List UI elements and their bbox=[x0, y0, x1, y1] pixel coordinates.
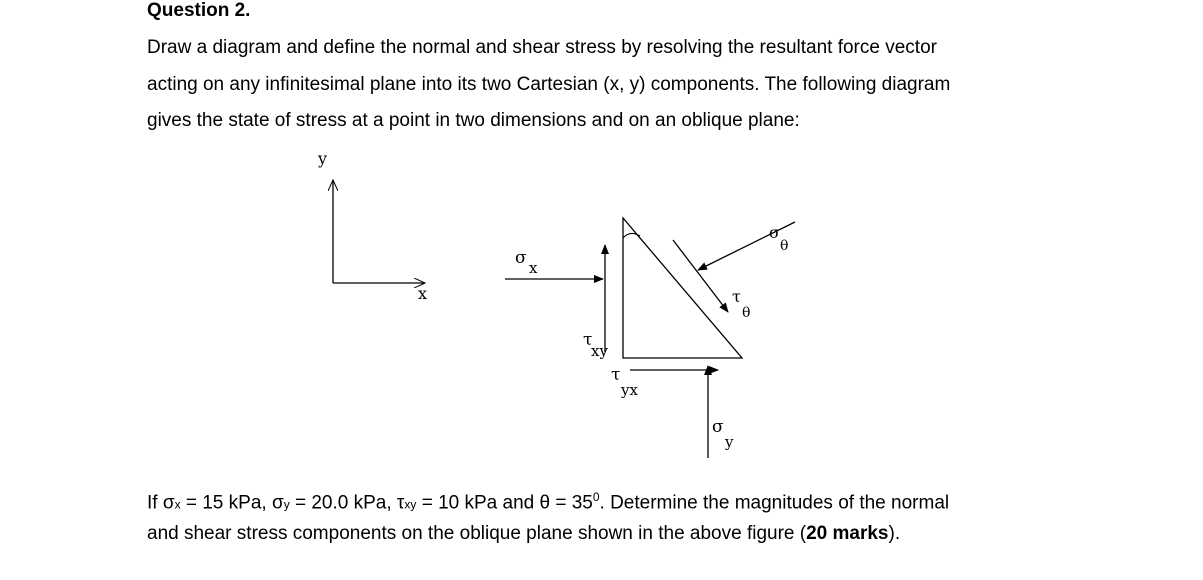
triangle-element bbox=[623, 218, 742, 358]
sigma-x-subscript-text: x bbox=[174, 497, 181, 512]
givens-line-1 bbox=[147, 486, 949, 515]
sigma-theta-arrow bbox=[698, 222, 795, 270]
givens-line-2-text: and shear stress components on the oblique plane shown in the above figure ( bbox=[147, 523, 807, 544]
sigma-x-symbol: σ bbox=[515, 248, 527, 268]
tau-xy-symbol-text: τ bbox=[396, 492, 405, 514]
sigma-x-subscript: x bbox=[529, 259, 538, 277]
givens-prefix: If bbox=[147, 492, 163, 514]
tau-yx-arrow bbox=[611, 365, 718, 399]
sigma-x-symbol-text: σ bbox=[162, 492, 175, 514]
intro-line-2: acting on any infinitesimal plane into its two Cartesian (x, y) components. The following diagram bbox=[147, 74, 951, 95]
tau-xy-subscript-text: xy bbox=[404, 497, 417, 512]
givens-line-2 bbox=[147, 523, 900, 545]
tau-theta-subscript: θ bbox=[742, 305, 751, 321]
sigma-theta-symbol: σ bbox=[769, 223, 780, 242]
givens-line-2-end: ). bbox=[888, 523, 901, 544]
sigma-y-symbol: σ bbox=[712, 417, 724, 437]
x-axis-label: x bbox=[418, 284, 428, 303]
y-axis-label: y bbox=[318, 149, 328, 168]
marks-label: 20 marks bbox=[806, 523, 889, 544]
sigma-x-arrow bbox=[505, 248, 603, 279]
tau-xy-subscript: xy bbox=[591, 342, 608, 360]
sigma-x-value: = 15 kPa, bbox=[180, 492, 272, 514]
givens-suffix: . Determine the magnitudes of the normal bbox=[599, 492, 950, 514]
question-title: Question 2. bbox=[147, 0, 251, 21]
sigma-y-symbol-text: σ bbox=[271, 492, 284, 514]
coordinate-axes bbox=[317, 149, 427, 303]
intro-line-3: gives the state of stress at a point in two dimensions and on an oblique plane: bbox=[147, 110, 800, 131]
tau-yx-subscript: yx bbox=[621, 381, 638, 399]
sigma-y-value: = 20.0 kPa, bbox=[289, 492, 397, 514]
sigma-theta-subscript: θ bbox=[780, 238, 789, 254]
tau-theta-arrow bbox=[673, 240, 750, 321]
degree-superscript: 0 bbox=[592, 490, 600, 504]
tau-xy-symbol: τ bbox=[583, 330, 593, 350]
tau-xy-arrow bbox=[583, 245, 608, 360]
tau-xy-and-theta-value: = 10 kPa and θ = 35 bbox=[416, 492, 593, 514]
stress-element bbox=[623, 218, 742, 358]
intro-line-1: Draw a diagram and define the normal and shear stress by resolving the resultant force vector bbox=[147, 37, 937, 58]
sigma-y-arrow bbox=[708, 366, 734, 458]
tau-theta-symbol: τ bbox=[732, 287, 741, 306]
tau-yx-symbol: τ bbox=[611, 365, 621, 385]
sigma-y-subscript-text: y bbox=[283, 497, 290, 512]
sigma-y-subscript: y bbox=[725, 433, 734, 451]
